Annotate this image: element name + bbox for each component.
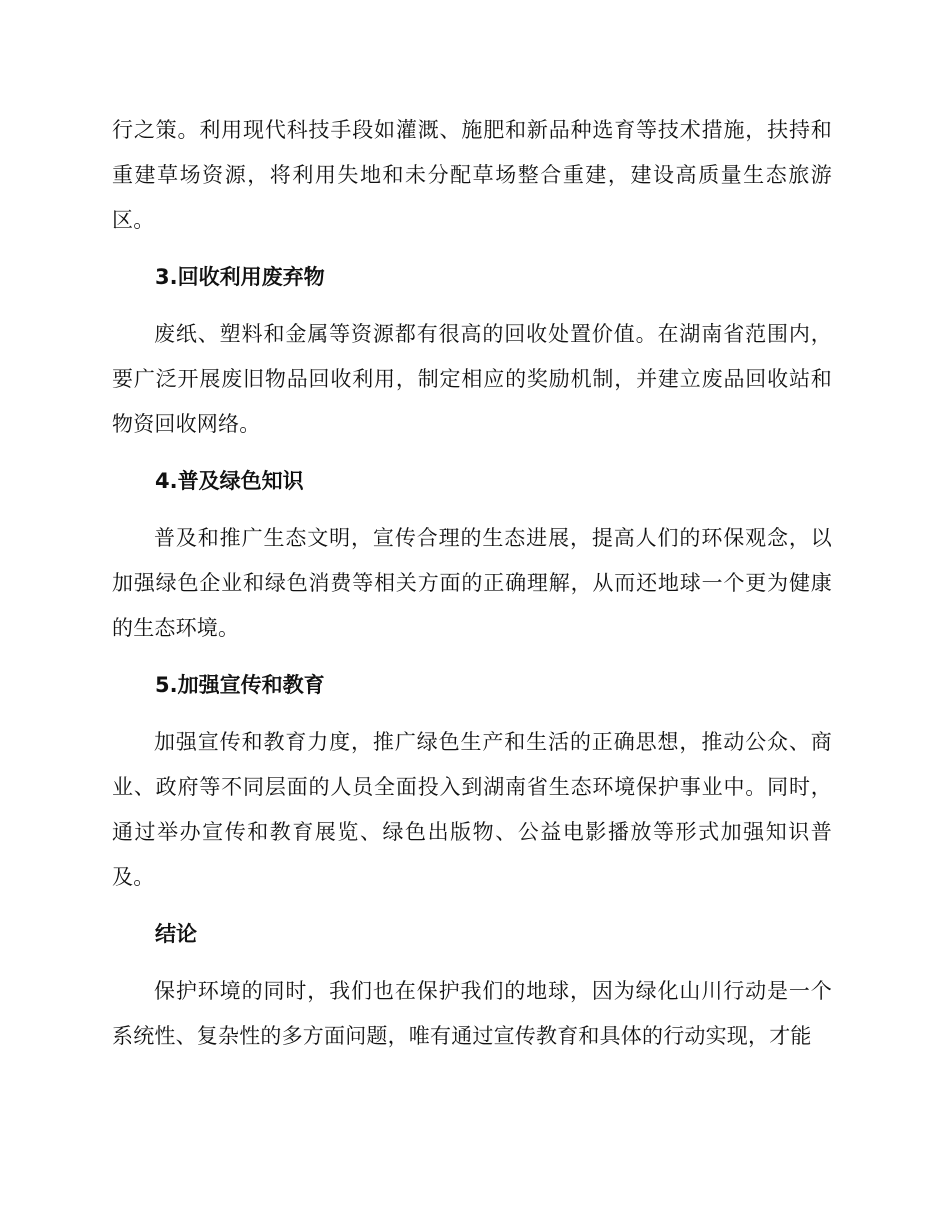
section-heading-recycle: 3.回收利用废弃物 (155, 265, 325, 289)
section-heading-conclusion: 结论 (155, 922, 197, 946)
paragraph-recycle: 废纸、塑料和金属等资源都有很高的回收处置价值。在湖南省范围内，要广泛开展废旧物品回收利用，制定相应的奖励机制，并建立废品回收站和物资回收网络。 (112, 322, 832, 436)
paragraph-conclusion: 保护环境的同时，我们也在保护我们的地球，因为绿化山川行动是一个系统性、复杂性的多方面问题，唯有通过宣传教育和具体的行动实现，才能 (112, 979, 832, 1048)
paragraph-education: 加强宣传和教育力度，推广绿色生产和生活的正确思想，推动公众、商业、政府等不同层面的人员全面投入到湖南省生态环境保护事业中。同时，通过举办宣传和教育展览、绿色出版物、公益电影播放等形式加强知识普及。 (112, 730, 832, 889)
section-heading-education: 5.加强宣传和教育 (155, 673, 325, 697)
paragraph-green-knowledge: 普及和推广生态文明，宣传合理的生态进展，提高人们的环保观念，以加强绿色企业和绿色消费等相关方面的正确理解，从而还地球一个更为健康的生态环境。 (112, 526, 832, 640)
document-body (112, 108, 832, 1059)
paragraph-continued: 行之策。利用现代科技手段如灌溉、施肥和新品种选育等技术措施，扶持和重建草场资源，将利用失地和未分配草场整合重建，建设高质量生态旅游区。 (112, 118, 832, 232)
section-heading-green-knowledge: 4.普及绿色知识 (155, 469, 304, 493)
